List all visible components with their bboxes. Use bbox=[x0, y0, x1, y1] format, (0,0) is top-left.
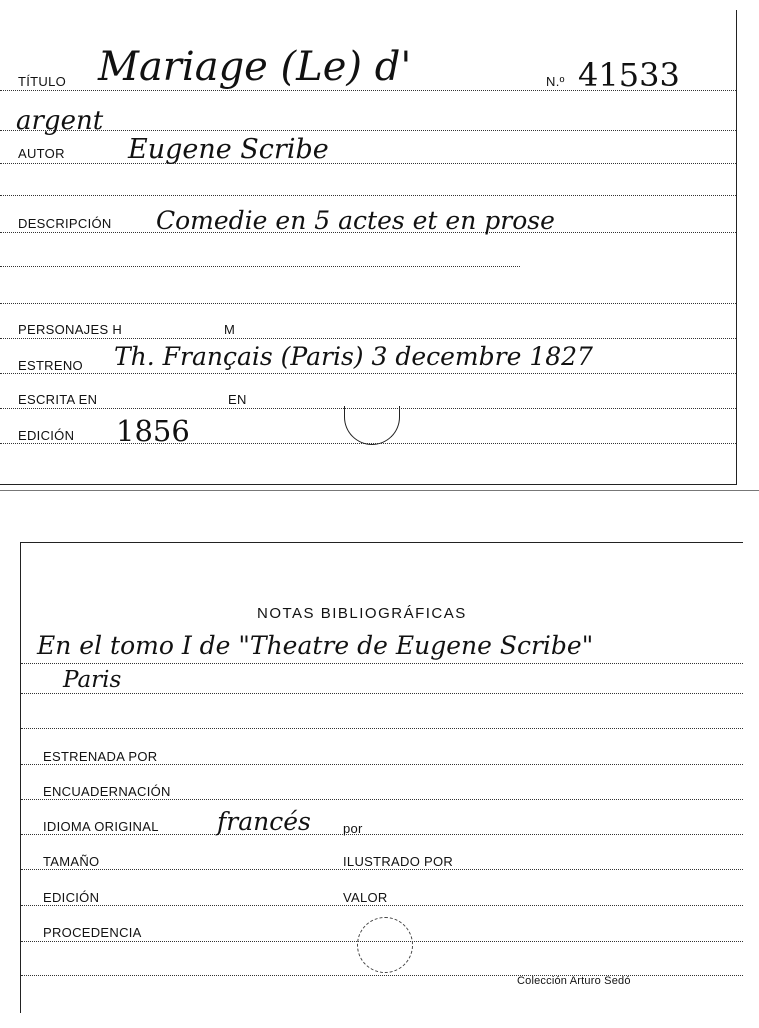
rule-blank-2 bbox=[0, 266, 520, 267]
estreno-label: ESTRENO bbox=[18, 358, 83, 373]
idioma-por-label: por bbox=[343, 821, 363, 836]
rule-autor bbox=[0, 163, 736, 164]
punch-hole-back bbox=[357, 917, 413, 973]
rule-blank-3 bbox=[0, 303, 736, 304]
escrita-label: ESCRITA EN bbox=[18, 392, 98, 407]
rule-estrenada bbox=[21, 764, 743, 765]
estreno-value: Th. Français (Paris) 3 decembre 1827 bbox=[114, 342, 593, 371]
edicion-back-label: EDICIÓN bbox=[43, 890, 100, 905]
rule-notas-3 bbox=[21, 728, 743, 729]
rule-tamano bbox=[21, 869, 743, 870]
rule-edicion-back bbox=[21, 905, 743, 906]
rule-estreno bbox=[0, 373, 736, 374]
catalog-card-front bbox=[0, 10, 737, 485]
ilustrado-label: ILUSTRADO POR bbox=[343, 854, 454, 869]
personajes-label: PERSONAJES H bbox=[18, 322, 123, 337]
titulo-value: Mariage (Le) d' bbox=[98, 44, 412, 90]
idioma-value: francés bbox=[217, 807, 311, 836]
procedencia-label: PROCEDENCIA bbox=[43, 925, 142, 940]
notas-title: NOTAS BIBLIOGRÁFICAS bbox=[257, 605, 467, 622]
numero-value: 41533 bbox=[578, 56, 680, 94]
rule-blank-1 bbox=[0, 195, 736, 196]
card-divider bbox=[0, 490, 759, 491]
rule-titulo-cont bbox=[0, 130, 736, 131]
notas-line-2: Paris bbox=[63, 667, 122, 693]
edicion-value: 1856 bbox=[116, 414, 190, 448]
rule-notas-2 bbox=[21, 693, 743, 694]
encuadernacion-label: ENCUADERNACIÓN bbox=[43, 784, 171, 799]
descripcion-label: DESCRIPCIÓN bbox=[18, 216, 112, 231]
valor-label: VALOR bbox=[343, 890, 388, 905]
autor-label: AUTOR bbox=[18, 146, 65, 161]
tamano-label: TAMAÑO bbox=[43, 854, 100, 869]
punch-hole bbox=[344, 406, 400, 445]
rule-encuadernacion bbox=[21, 799, 743, 800]
rule-bottom bbox=[21, 975, 743, 976]
escrita-en-label: EN bbox=[228, 392, 247, 407]
estrenada-label: ESTRENADA POR bbox=[43, 749, 158, 764]
idioma-label: IDIOMA ORIGINAL bbox=[43, 819, 159, 834]
descripcion-value: Comedie en 5 actes et en prose bbox=[156, 206, 555, 235]
coleccion-label: Colección Arturo Sedó bbox=[517, 975, 631, 987]
numero-label: N.º bbox=[546, 74, 565, 89]
rule-notas-1 bbox=[21, 663, 743, 664]
personajes-m-label: M bbox=[224, 322, 236, 337]
rule-personajes bbox=[0, 338, 736, 339]
catalog-card-back bbox=[20, 542, 743, 1013]
titulo-value-cont: argent bbox=[16, 106, 104, 136]
autor-value: Eugene Scribe bbox=[128, 134, 329, 165]
notas-line-1: En el tomo I de "Theatre de Eugene Scribe" bbox=[37, 631, 594, 660]
edicion-label: EDICIÓN bbox=[18, 428, 75, 443]
titulo-label: TÍTULO bbox=[18, 74, 67, 89]
rule-idioma bbox=[21, 834, 743, 835]
